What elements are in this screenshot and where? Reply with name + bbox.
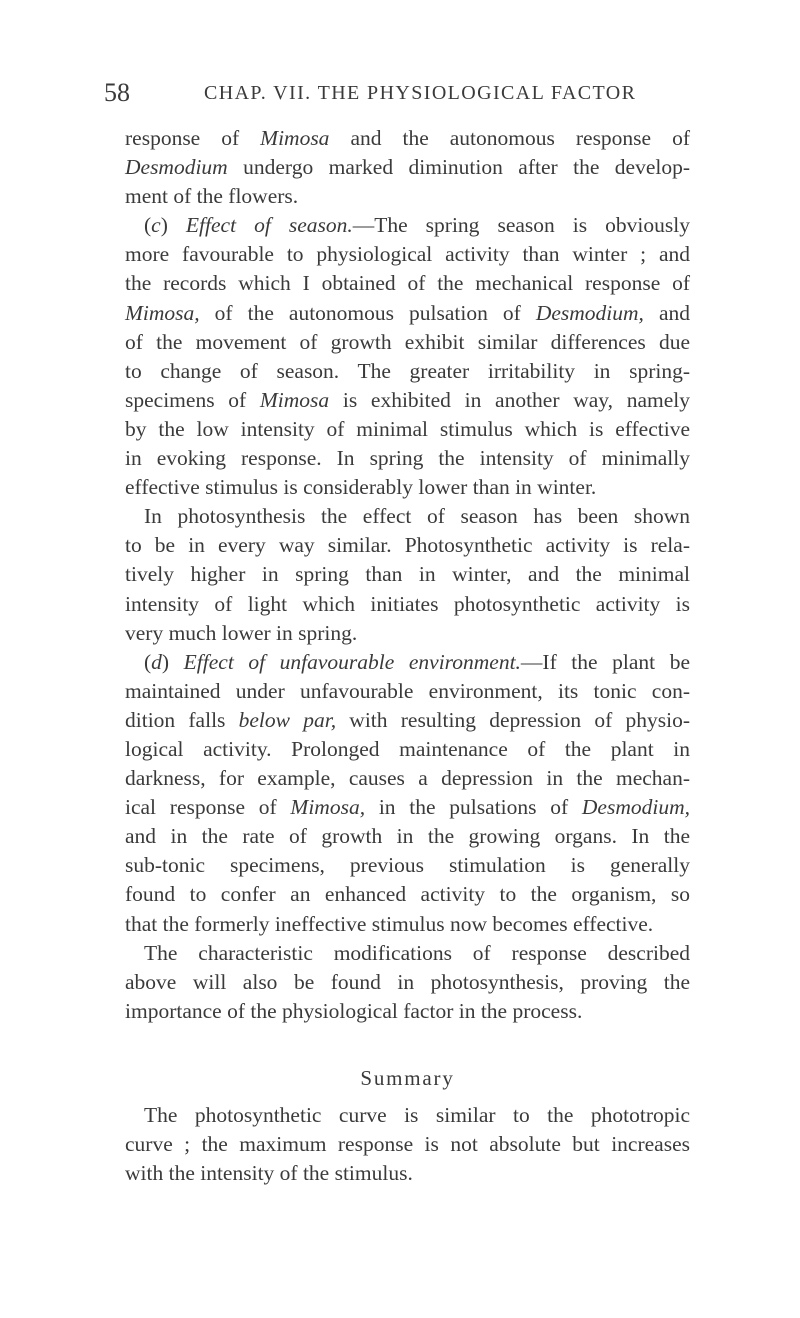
text-line: [125, 182, 690, 211]
text-segment: with resulting depression of physio-: [336, 707, 691, 732]
italic-text: Mimosa,: [125, 300, 200, 325]
text-line: [125, 211, 690, 240]
text-line: [125, 560, 690, 589]
text-segment: In photosynthesis the effect of season has been shown: [144, 504, 690, 529]
italic-text: Effect of season.: [185, 213, 353, 238]
text-segment: tively higher in spring than in winter, and the minimal: [125, 562, 690, 587]
page-number: 58: [104, 78, 130, 107]
text-segment: in the pulsations of: [365, 795, 582, 820]
text-segment: The characteristic modifications of response described: [144, 940, 690, 965]
text-line: [125, 328, 690, 357]
text-segment: of the autonomous pulsation of: [199, 300, 536, 325]
text-segment: response of: [125, 126, 261, 150]
text-segment: —The spring season is obviously: [352, 213, 690, 238]
text-segment: to be in every way similar. Photosynthetic activity is rela-: [125, 533, 690, 558]
text-segment: to change of season. The greater irritability in spring-: [125, 358, 690, 383]
text-segment: The photosynthetic curve is similar to the phototropic: [144, 1103, 690, 1127]
text-segment: importance of the physiological factor in the process.: [125, 998, 583, 1023]
text-line: [125, 1101, 690, 1130]
text-segment: very much lower in spring.: [125, 620, 358, 645]
text-segment: ): [160, 213, 186, 238]
italic-text: Mimosa: [260, 126, 330, 150]
text-segment: and: [643, 300, 690, 325]
text-line: [125, 269, 690, 298]
paragraph-unfavourable-environment: [125, 648, 690, 939]
italic-text: Effect of unfavourable environment.: [183, 649, 521, 674]
italic-text: Mimosa: [259, 387, 330, 412]
text-segment: and the autonomous response of: [329, 126, 691, 150]
text-line: [125, 153, 690, 182]
text-line: [125, 968, 690, 997]
text-line: [125, 502, 690, 531]
paragraph-characteristic-modifications: [125, 939, 690, 1026]
text-line: [125, 240, 690, 269]
text-segment: (: [144, 213, 152, 238]
italic-text: below par,: [238, 707, 337, 732]
text-segment: the records which I obtained of the mechanical response of: [125, 271, 690, 296]
text-segment: sub-tonic specimens, previous stimulation is generally: [125, 853, 690, 878]
italic-text: Mimosa,: [290, 795, 366, 820]
text-line: [125, 386, 690, 415]
text-segment: and in the rate of growth in the growing organs. In the: [125, 824, 690, 849]
text-line: [125, 939, 690, 968]
text-segment: —If the plant be: [520, 649, 690, 674]
text-segment: that the formerly ineffective stimulus now becomes effective.: [125, 911, 654, 936]
text-segment: intensity of light which initiates photosynthetic activity is: [125, 591, 690, 616]
text-segment: dition falls: [125, 707, 239, 732]
text-line: [125, 793, 690, 822]
text-segment: in evoking response. In spring the intensity of minimally: [125, 446, 690, 471]
text-segment: specimens of: [125, 387, 260, 412]
text-line: [125, 764, 690, 793]
text-segment: logical activity. Prolonged maintenance of the plant in: [125, 736, 690, 761]
text-segment: (: [144, 649, 152, 674]
text-line: [125, 415, 690, 444]
text-line: [125, 1159, 690, 1188]
italic-text: d: [151, 649, 162, 674]
text-line: [125, 822, 690, 851]
text-line: [125, 124, 690, 153]
italic-text: Desmodium,: [535, 300, 644, 325]
text-segment: of the movement of growth exhibit similar differences due: [125, 329, 690, 354]
text-line: [125, 880, 690, 909]
text-line: [125, 735, 690, 764]
italic-text: c: [151, 213, 161, 238]
text-line: [125, 910, 690, 939]
text-segment: with the intensity of the stimulus.: [125, 1161, 413, 1186]
italic-text: Desmodium,: [581, 795, 690, 820]
text-segment: curve ; the maximum response is not absolute but increases: [125, 1132, 690, 1157]
text-segment: more favourable to physiological activity than winter ; and: [125, 242, 690, 267]
paragraph-photosynthesis-season: [125, 502, 690, 647]
summary-heading-text: Summary: [360, 1065, 455, 1090]
paragraph: [125, 124, 690, 211]
text-segment: maintained under unfavourable environment, its tonic con-: [125, 678, 690, 703]
running-head: CHAP. VII. THE PHYSIOLOGICAL FACTOR: [204, 82, 637, 104]
text-line: [125, 851, 690, 880]
text-segment: undergo marked diminution after the develop-: [227, 155, 690, 180]
text-segment: found to confer an enhanced activity to the organism, so: [125, 882, 690, 907]
text-segment: is exhibited in another way, namely: [329, 387, 690, 412]
main-text: [125, 124, 690, 1188]
text-segment: effective stimulus is considerably lower than in winter.: [125, 475, 597, 500]
text-segment: ment of the flowers.: [125, 184, 299, 209]
text-line: [125, 997, 690, 1026]
text-line: [125, 1130, 690, 1159]
text-line: [125, 648, 690, 677]
text-line: [125, 444, 690, 473]
text-line: [125, 706, 690, 735]
text-line: [125, 619, 690, 648]
summary-heading: [125, 1064, 690, 1093]
paragraph-effect-of-season: [125, 211, 690, 502]
text-line: [125, 531, 690, 560]
text-segment: ): [161, 649, 184, 674]
text-line: [125, 677, 690, 706]
text-segment: ical response of: [125, 795, 291, 820]
page-header: [104, 76, 674, 110]
text-line: [125, 357, 690, 386]
italic-text: Desmodium: [125, 155, 228, 180]
summary-paragraph: [125, 1101, 690, 1188]
text-segment: above will also be found in photosynthesis, proving the: [125, 969, 690, 994]
text-segment: by the low intensity of minimal stimulus which is effective: [125, 416, 690, 441]
text-line: [125, 299, 690, 328]
text-segment: darkness, for example, causes a depression in the mechan-: [125, 766, 690, 791]
text-line: [125, 473, 690, 502]
text-line: [125, 590, 690, 619]
